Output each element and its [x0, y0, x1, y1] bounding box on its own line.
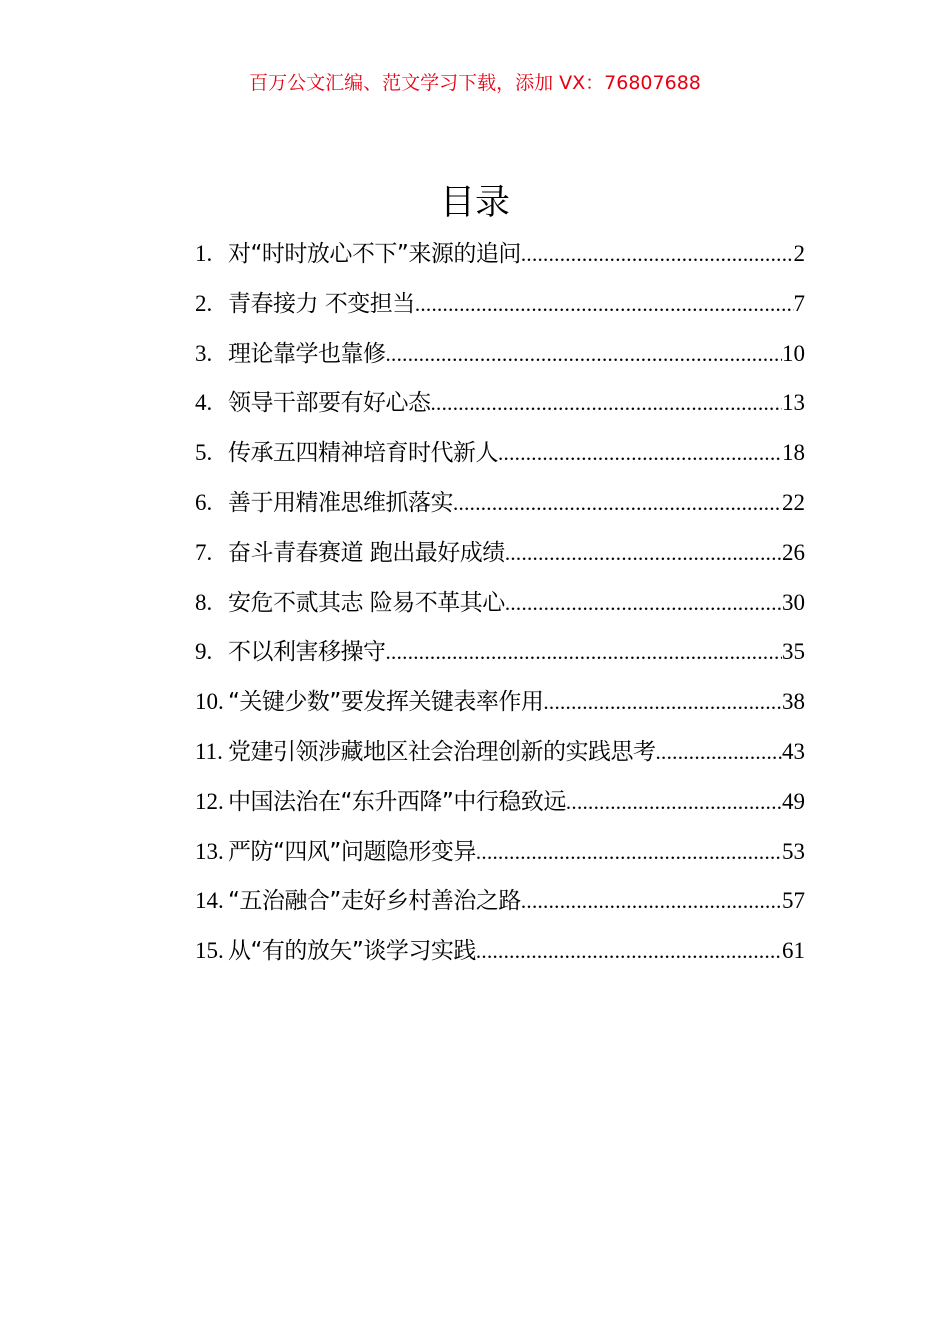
toc-entry-page: 18	[782, 440, 805, 466]
toc-entry[interactable]	[195, 926, 805, 976]
toc-entry-page: 43	[782, 738, 805, 764]
toc-entry[interactable]	[195, 229, 805, 279]
toc-entry[interactable]	[195, 578, 805, 628]
toc-entry-page: 30	[782, 589, 805, 615]
toc-entry-number: 1.	[195, 241, 213, 266]
toc-entry-number: 8.	[195, 589, 213, 615]
toc-entry-title: 传承五四精神培育时代新人	[228, 440, 498, 467]
toc-entry-title: “关键少数”要发挥关键表率作用	[228, 689, 544, 716]
toc-entry-title: 严防“四风”问题隐形变异	[228, 838, 476, 865]
toc-dot-leader	[505, 579, 782, 629]
toc-entry[interactable]	[195, 329, 805, 379]
toc-entry-title: 不以利害移操守	[228, 639, 386, 666]
toc-entry[interactable]	[195, 378, 805, 428]
toc-entry-title: 对“时时放心不下”来源的追问	[228, 241, 521, 267]
toc-entry-number: 14.	[195, 888, 224, 914]
toc-entry-number: 4.	[195, 390, 213, 416]
toc-entry[interactable]	[195, 876, 805, 926]
toc-entry-number: 3.	[195, 340, 213, 366]
toc-entry-number: 11.	[195, 738, 223, 764]
toc-dot-leader	[656, 728, 783, 778]
toc-entry-page: 49	[782, 788, 805, 814]
toc-entry[interactable]	[195, 279, 805, 329]
toc-entry-page: 57	[782, 888, 805, 914]
toc-entry-title: 善于用精准思维抓落实	[228, 489, 453, 516]
toc-entry-number: 13.	[195, 838, 224, 864]
toc-entry-number: 2.	[195, 290, 213, 316]
toc-entry-page: 26	[782, 539, 805, 565]
toc-list	[195, 229, 805, 976]
toc-dot-leader	[386, 628, 783, 678]
toc-dot-leader	[386, 330, 783, 380]
toc-entry-number: 7.	[195, 539, 213, 565]
toc-dot-leader	[521, 877, 782, 927]
toc-entry-page: 61	[782, 938, 805, 964]
toc-entry-page: 53	[782, 838, 805, 864]
toc-entry-page: 35	[782, 639, 805, 665]
toc-entry-page: 13	[782, 390, 805, 416]
toc-entry[interactable]	[195, 528, 805, 578]
toc-entry-title: 奋斗青春赛道 跑出最好成绩	[228, 539, 505, 566]
toc-entry[interactable]	[195, 627, 805, 677]
toc-dot-leader	[453, 479, 782, 529]
toc-entry[interactable]	[195, 677, 805, 727]
toc-entry[interactable]	[195, 428, 805, 478]
toc-dot-leader	[505, 529, 782, 579]
toc-entry-title: 领导干部要有好心态	[228, 390, 431, 417]
toc-entry[interactable]	[195, 827, 805, 877]
toc-entry-title: 从“有的放矢”谈学习实践	[228, 938, 476, 965]
toc-entry-title: 中国法治在“东升西降”中行稳致远	[228, 788, 566, 815]
toc-entry-number: 12.	[195, 788, 224, 814]
header-note: 百万公文汇编、范文学习下载，添加 VX：76807688	[249, 72, 701, 94]
toc-dot-leader	[476, 927, 782, 977]
toc-entry[interactable]	[195, 727, 805, 777]
toc-entry-title: “五治融合”走好乡村善治之路	[228, 888, 521, 915]
toc-entry-title: 青春接力 不变担当	[228, 290, 415, 317]
toc-entry-title: 党建引领涉藏地区社会治理创新的实践思考	[228, 738, 656, 765]
toc-entry[interactable]	[195, 777, 805, 827]
toc-entry-title: 安危不贰其志 险易不革其心	[228, 589, 505, 616]
toc-entry[interactable]	[195, 478, 805, 528]
toc-entry-number: 5.	[195, 440, 213, 466]
toc-dot-leader	[543, 678, 782, 728]
toc-dot-leader	[431, 379, 783, 429]
toc-entry-number: 15.	[195, 938, 224, 964]
toc-entry-page: 2	[793, 241, 805, 266]
toc-dot-leader	[498, 429, 782, 479]
toc-entry-number: 9.	[195, 639, 213, 665]
toc-entry-page: 38	[782, 689, 805, 715]
toc-entry-page: 22	[782, 489, 805, 515]
toc-entry-page: 10	[782, 340, 805, 366]
toc-title: 目录	[439, 183, 510, 223]
toc-dot-leader	[415, 280, 794, 330]
toc-dot-leader	[521, 230, 794, 280]
toc-entry-page: 7	[793, 290, 805, 316]
toc-entry-number: 10.	[195, 689, 224, 715]
toc-dot-leader	[566, 778, 782, 828]
toc-dot-leader	[476, 828, 782, 878]
toc-entry-number: 6.	[195, 489, 213, 515]
toc-entry-title: 理论靠学也靠修	[228, 340, 386, 367]
